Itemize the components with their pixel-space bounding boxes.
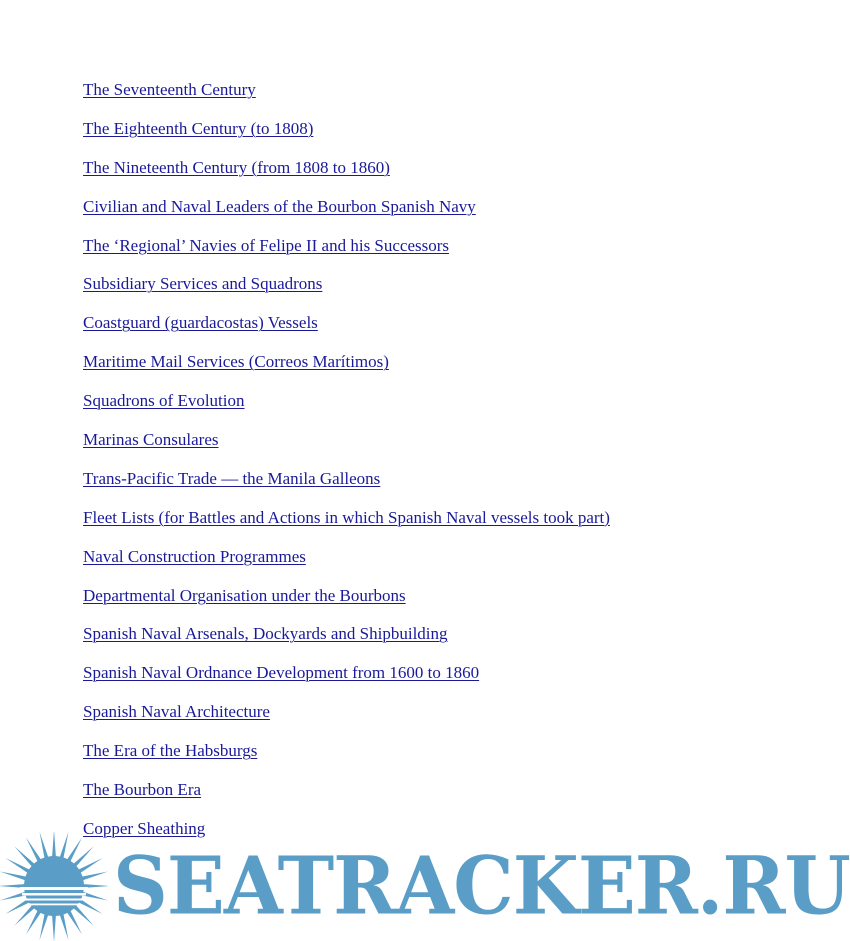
toc-link-copper-sheathing[interactable]: Copper Sheathing	[83, 818, 206, 838]
toc-link-naval-architecture[interactable]: Spanish Naval Architecture	[83, 702, 270, 722]
toc-link-squadrons-evolution[interactable]: Squadrons of Evolution	[83, 391, 245, 411]
sun-ray	[52, 830, 56, 858]
sun-ray	[0, 872, 28, 881]
toc-link-marinas-consulares[interactable]: Marinas Consulares	[83, 430, 219, 450]
toc-link-nineteenth-century[interactable]: The Nineteenth Century (from 1808 to 1860)	[83, 157, 390, 177]
list-item	[83, 235, 610, 274]
sun-ray	[80, 872, 108, 881]
list-item	[83, 196, 610, 235]
toc-link-departmental-organisation[interactable]: Departmental Organisation under the Bourbons	[83, 585, 406, 605]
list-item	[83, 662, 610, 701]
toc-link-bourbon-era[interactable]: The Bourbon Era	[83, 780, 202, 800]
toc-link-arsenals-dockyards[interactable]: Spanish Naval Arsenals, Dockyards and Shipbuilding	[83, 624, 448, 644]
sun-ray	[80, 891, 108, 900]
list-item	[83, 779, 610, 818]
list-item	[83, 740, 610, 779]
toc-link-fleet-lists[interactable]: Fleet Lists (for Battles and Actions in which Spanish Naval vessels took part)	[83, 507, 610, 527]
sun-icon	[0, 832, 108, 941]
list-item	[83, 312, 610, 351]
list-item	[83, 429, 610, 468]
toc-link-habsburg-era[interactable]: The Era of the Habsburgs	[83, 741, 258, 761]
table-of-contents	[83, 79, 610, 857]
toc-link-seventeenth-century[interactable]: The Seventeenth Century	[83, 80, 256, 99]
list-item	[83, 623, 610, 662]
sun-ray	[59, 832, 68, 860]
list-item	[83, 351, 610, 390]
toc-link-maritime-mail[interactable]: Maritime Mail Services (Correos Marítimos)	[83, 352, 389, 372]
list-item	[83, 273, 610, 312]
sun-ray	[40, 832, 49, 860]
list-item	[83, 390, 610, 429]
toc-link-construction-programmes[interactable]: Naval Construction Programmes	[83, 546, 306, 566]
list-item	[83, 701, 610, 740]
list-item	[83, 546, 610, 585]
sun-ray	[0, 891, 28, 900]
watermark-text: SEATRACKER.RU	[113, 839, 850, 933]
watermark	[0, 832, 850, 941]
sun-ray	[52, 914, 56, 941]
list-item	[83, 507, 610, 546]
toc-link-subsidiary-services[interactable]: Subsidiary Services and Squadrons	[83, 274, 323, 294]
toc-link-civilian-naval-leaders[interactable]: Civilian and Naval Leaders of the Bourbon Spanish Navy	[83, 196, 476, 216]
toc-link-coastguard-vessels[interactable]: Coastguard (guardacostas) Vessels	[83, 313, 318, 333]
list-item	[83, 157, 610, 196]
list-item	[83, 79, 610, 118]
list-item	[83, 118, 610, 157]
list-item	[83, 585, 610, 624]
toc-link-ordnance-development[interactable]: Spanish Naval Ordnance Development from 1600 to 1860	[83, 663, 480, 683]
list-item	[83, 468, 610, 507]
toc-link-regional-navies[interactable]: The ‘Regional’ Navies of Felipe II and his Successors	[83, 235, 450, 255]
toc-link-eighteenth-century[interactable]: The Eighteenth Century (to 1808)	[83, 118, 314, 138]
sun-ray	[40, 912, 49, 940]
toc-link-manila-galleons[interactable]: Trans-Pacific Trade — the Manila Galleons	[83, 468, 381, 488]
sun-ray	[59, 912, 68, 940]
